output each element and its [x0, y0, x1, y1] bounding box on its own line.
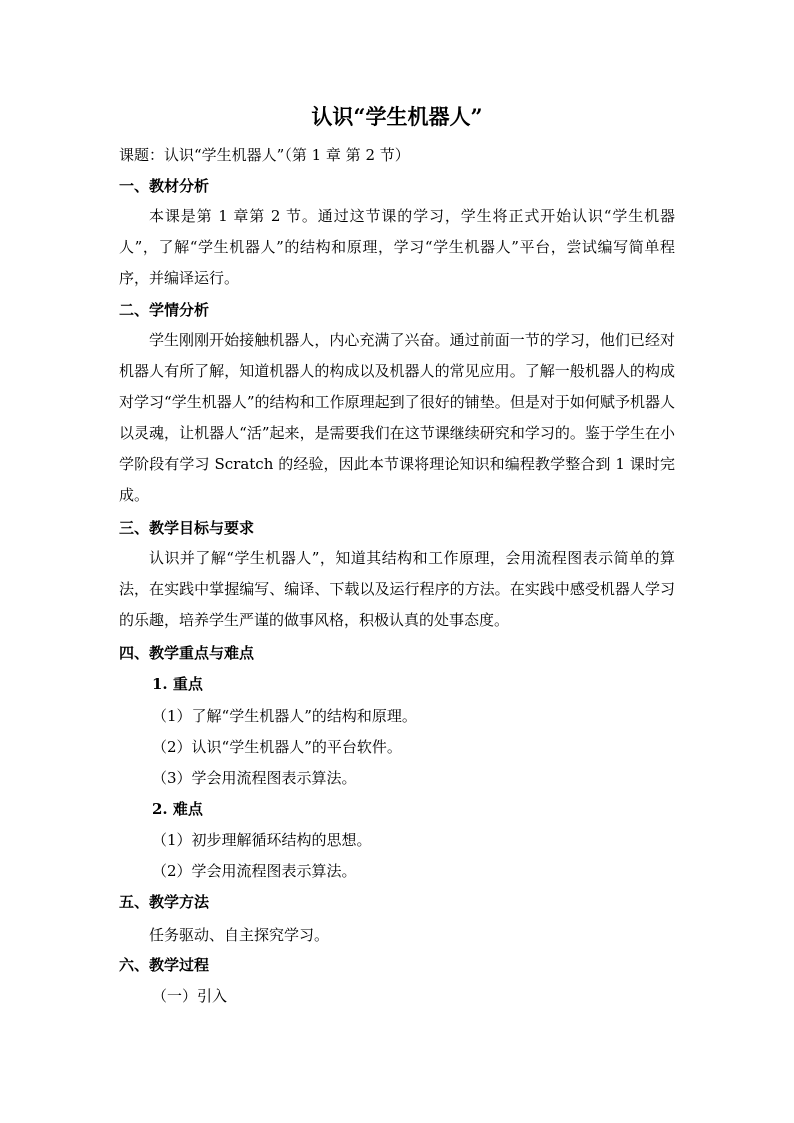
difficulty-item: （1）初步理解循环结构的思想。 — [152, 831, 372, 849]
teaching-goals-paragraph: 认识并了解“学生机器人”，知道其结构和工作原理，会用流程图表示简单的算法，在实践中掌握编写、编译、下载以及运行程序的方法。在实践中感受机器人学习的乐趣，培养学生严谨的做事风格，积极认真的处事态度。 — [119, 549, 675, 629]
teaching-methods-text: 任务驱动、自主探究学习。 — [149, 926, 330, 944]
teaching-process-subheading: （一）引入 — [152, 987, 228, 1005]
key-point-item: （2）认识“学生机器人”的平台软件。 — [152, 738, 402, 756]
key-point-item: （3）学会用流程图表示算法。 — [152, 769, 357, 787]
page-title: 认识“学生机器人” — [311, 104, 483, 129]
section-heading-teaching-methods: 五、教学方法 — [119, 893, 210, 911]
section-heading-teaching-process: 六、教学过程 — [119, 956, 210, 974]
section-heading-teaching-goals: 三、教学目标与要求 — [119, 519, 255, 537]
difficulties-label: 2. 难点 — [152, 800, 203, 818]
section-heading-student-analysis: 二、学情分析 — [119, 301, 210, 319]
difficulty-item: （2）学会用流程图表示算法。 — [152, 862, 357, 880]
subject-line: 课题：认识“学生机器人”（第 1 章 第 2 节） — [119, 146, 410, 164]
section-heading-textbook-analysis: 一、教材分析 — [119, 177, 210, 195]
textbook-analysis-paragraph: 本课是第 1 章第 2 节。通过这节课的学习，学生将正式开始认识“学生机器人”，了解“学生机器人”的结构和原理，学习“学生机器人”平台，尝试编写简单程序，并编译运行。 — [119, 207, 675, 287]
key-points-label: 1. 重点 — [152, 675, 203, 693]
section-heading-key-and-difficult-points: 四、教学重点与难点 — [119, 644, 255, 662]
key-point-item: （1）了解“学生机器人”的结构和原理。 — [152, 707, 417, 725]
student-analysis-paragraph: 学生刚刚开始接触机器人，内心充满了兴奋。通过前面一节的学习，他们已经对机器人有所了解，知道机器人的构成以及机器人的常见应用。了解一般机器人的构成对学习“学生机器人”的结构和工作原理起到了很好的铺垫。但是对于如何赋予机器人以灵魂，让机器人“活”起来，是需要我们在这节课继续研究和学习的。鉴于学生在小学阶段有学习 Scratch 的经验，因此本节课将理论知识和编程教学整合到 1 课时完成。 — [119, 331, 675, 504]
